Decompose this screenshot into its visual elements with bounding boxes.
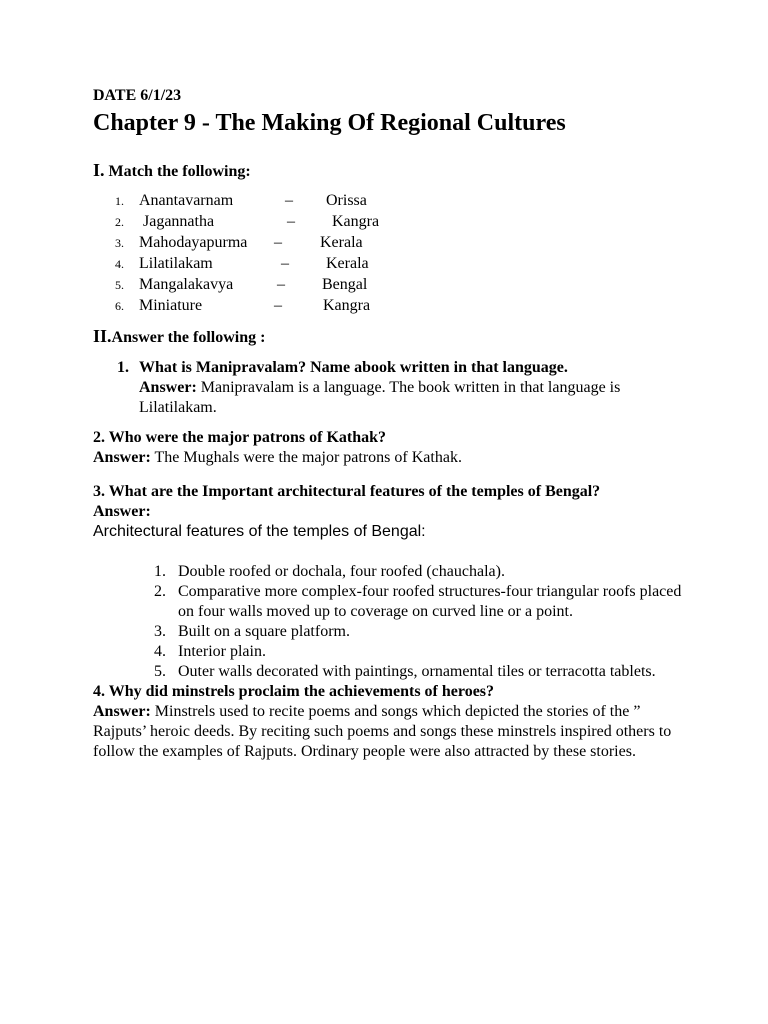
section-2-title: Answer the following : xyxy=(111,329,266,346)
answer-4 xyxy=(93,702,683,762)
match-term: Mahodayapurma xyxy=(139,234,248,251)
document-page xyxy=(93,86,683,762)
answer-3-intro: Architectural features of the temples of Bengal: xyxy=(93,523,426,540)
list-item xyxy=(93,253,683,274)
match-term: Anantavarnam xyxy=(139,192,234,209)
list-item xyxy=(93,622,683,642)
match-place: Orissa xyxy=(326,192,367,209)
item-number: 5. xyxy=(115,278,124,292)
feature-text: Comparative more complex-four roofed structures-four triangular roofs placed on four walls moved up to coverage on curved line or a point. xyxy=(178,583,682,620)
answer-1 xyxy=(139,378,683,418)
list-item xyxy=(93,190,683,211)
match-term: Lilatilakam xyxy=(139,255,213,272)
item-number: 2. xyxy=(154,583,166,600)
item-number: 4. xyxy=(115,257,124,271)
feature-text: Built on a square platform. xyxy=(178,623,350,640)
question-3-text: 3. What are the Important architectural features of the temples of Bengal? xyxy=(93,483,601,500)
match-place: Kerala xyxy=(326,255,369,272)
match-dash: – xyxy=(287,213,295,230)
match-place: Bengal xyxy=(322,276,368,293)
question-4 xyxy=(93,682,683,762)
answer-2 xyxy=(93,448,683,468)
match-term: Mangalakavya xyxy=(139,276,234,293)
feature-text: Interior plain. xyxy=(178,643,266,660)
answer-2-text: The Mughals were the major patrons of Kathak. xyxy=(150,449,462,466)
answer-label: Answer: xyxy=(139,379,197,396)
question-2 xyxy=(93,428,683,468)
item-number: 1. xyxy=(115,194,124,208)
question-1-text: What is Manipravalam? Name abook written in that language. xyxy=(139,359,568,376)
list-item xyxy=(93,562,683,582)
match-dash: – xyxy=(277,276,285,293)
answer-1-text: Manipravalam is a language. The book written in that language is Lilatilakam. xyxy=(139,379,621,416)
match-place: Kangra xyxy=(332,213,380,230)
item-number: 6. xyxy=(115,299,124,313)
list-item xyxy=(93,582,683,622)
match-dash: – xyxy=(285,192,293,209)
match-term: Miniature xyxy=(139,297,203,314)
match-dash: – xyxy=(274,234,282,251)
item-number: 1. xyxy=(154,563,166,580)
section-1-heading xyxy=(93,160,683,182)
item-number: 3. xyxy=(154,623,166,640)
answer-4-text: Minstrels used to recite poems and songs which depicted the stories of the ” Rajputs’ heroic deeds. By reciting such poems and songs these minstrels inspired others to follow the examples of Rajputs. Ordinary people were also attracted by these stories. xyxy=(93,703,672,760)
page-title: Chapter 9 - The Making Of Regional Cultures xyxy=(93,110,566,136)
answer-label: Answer: xyxy=(93,503,151,520)
section-1-title: Match the following: xyxy=(108,163,251,180)
item-number: 2. xyxy=(115,215,124,229)
match-dash: – xyxy=(274,297,282,314)
item-number: 4. xyxy=(154,643,166,660)
question-1-number: 1. xyxy=(117,359,129,376)
match-place: Kerala xyxy=(320,234,363,251)
question-2-text: 2. Who were the major patrons of Kathak? xyxy=(93,429,387,446)
question-4-text: 4. Why did minstrels proclaim the achievements of heroes? xyxy=(93,683,495,700)
item-number: 5. xyxy=(154,663,166,680)
item-number: 3. xyxy=(115,236,124,250)
list-item xyxy=(93,274,683,295)
match-list xyxy=(93,190,683,316)
question-3 xyxy=(93,482,683,682)
list-item xyxy=(93,232,683,253)
list-item xyxy=(93,211,683,232)
match-dash: – xyxy=(281,255,289,272)
answer-label: Answer: xyxy=(93,449,151,466)
list-item xyxy=(93,662,683,682)
answer-label: Answer: xyxy=(93,703,151,720)
match-place: Kangra xyxy=(323,297,371,314)
question-1 xyxy=(93,358,683,418)
list-item xyxy=(93,295,683,316)
feature-text: Outer walls decorated with paintings, ornamental tiles or terracotta tablets. xyxy=(178,663,656,680)
date-line: DATE 6/1/23 xyxy=(93,87,182,104)
feature-text: Double roofed or dochala, four roofed (chauchala). xyxy=(178,563,505,580)
section-2-heading xyxy=(93,326,683,348)
match-term: Jagannatha xyxy=(139,213,215,230)
list-item xyxy=(93,642,683,662)
features-list xyxy=(93,562,683,682)
section-2-number: II. xyxy=(93,326,112,346)
section-1-number: I. xyxy=(93,160,105,180)
